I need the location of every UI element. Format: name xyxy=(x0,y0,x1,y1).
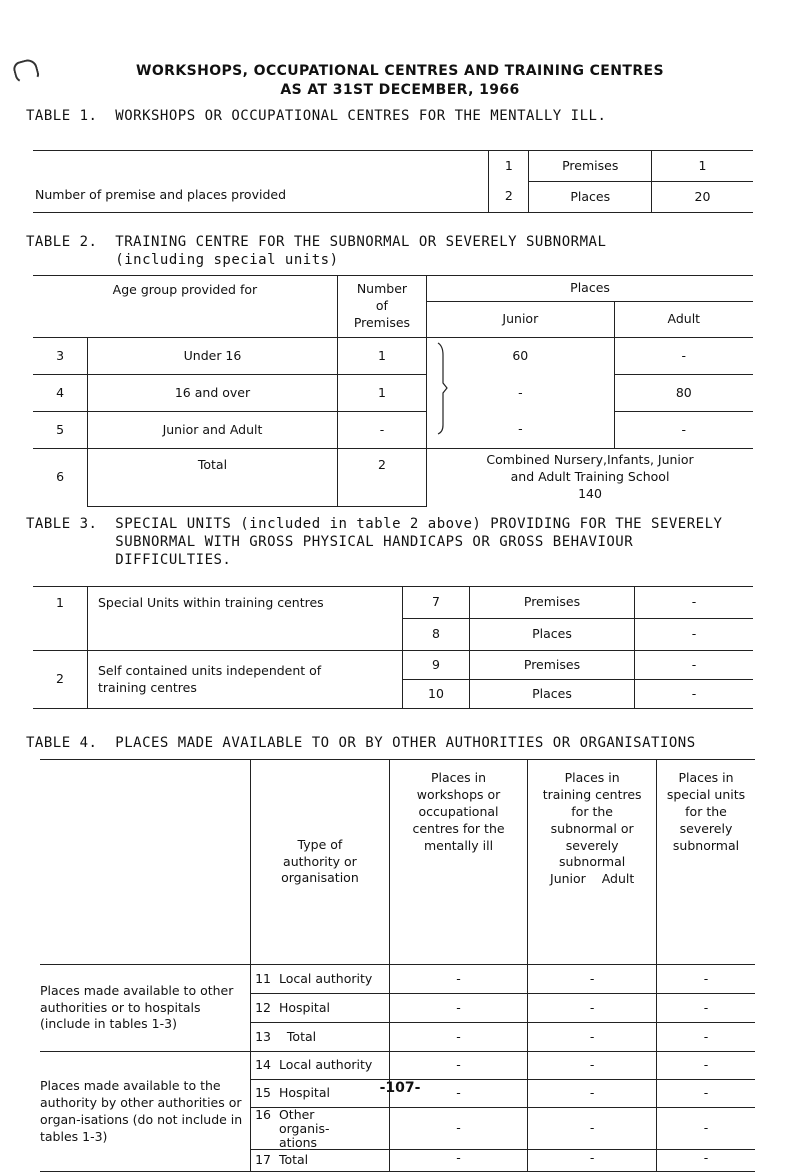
table1-label: Premises xyxy=(529,151,652,182)
table2-header-number-of-premises: Number of Premises xyxy=(337,276,426,338)
table3-group-label: Self contained units independent of training centres xyxy=(88,651,403,709)
table4-row-a: - xyxy=(389,965,528,994)
table3-row-num: 7 xyxy=(403,587,470,619)
table3-row-num: 9 xyxy=(403,651,470,680)
table2-row-adult: - xyxy=(614,412,753,449)
table3-row-num: 8 xyxy=(403,619,470,651)
table4-row-a: - xyxy=(389,994,528,1023)
table2-row-num: 3 xyxy=(33,338,88,375)
table4-header-special: Places in special units for the severely subnormal xyxy=(657,760,756,965)
table2-total-note-line: Combined Nursery,Infants, Junior xyxy=(486,452,694,468)
table4-row-b: - xyxy=(528,1023,657,1052)
table3-row-value: - xyxy=(635,651,754,680)
table4-header-training: Places in training centres for the subnormal or severely subnormal Junior Adult xyxy=(528,760,657,965)
table1-label: Places xyxy=(529,182,652,213)
table1-num: 2 xyxy=(489,182,529,213)
table4-row-b: - xyxy=(528,1150,657,1172)
table4-title: TABLE 4. PLACES MADE AVAILABLE TO OR BY OTHER AUTHORITIES OR ORGANISATIONS xyxy=(26,735,696,751)
table4-row-type: 14 Local authority xyxy=(251,1052,390,1080)
table3-title-line3: DIFFICULTIES. xyxy=(26,552,232,568)
table2-header-age-group: Age group provided for xyxy=(33,276,337,338)
table2-row-num: 5 xyxy=(33,412,88,449)
table4-row-type: 13 Total xyxy=(251,1023,390,1052)
table3-group-label: Special Units within training centres xyxy=(88,587,403,651)
table3-row-label: Places xyxy=(470,680,635,709)
table3 xyxy=(33,586,753,709)
table1-value: 1 xyxy=(652,151,754,182)
table2-row-premises: - xyxy=(337,412,426,449)
table4-row-c: - xyxy=(657,965,756,994)
table2-header-places: Places xyxy=(427,276,753,302)
table4 xyxy=(40,759,755,1172)
table2-title-line1: TABLE 2. TRAINING CENTRE FOR THE SUBNORMAL OR SEVERELY SUBNORMAL xyxy=(26,234,607,250)
table4-group1-label: Places made available to other authorities or to hospitals (include in tables 1-3) xyxy=(40,965,251,1052)
table3-title-line1: TABLE 3. SPECIAL UNITS (included in table 2 above) PROVIDING FOR THE SEVERELY xyxy=(26,516,723,532)
table3-row-value: - xyxy=(635,619,754,651)
table4-row-type: 17 Total xyxy=(251,1150,390,1172)
page-heading-line1: WORKSHOPS, OCCUPATIONAL CENTRES AND TRAINING CENTRES xyxy=(136,63,664,79)
table2-brace-path xyxy=(438,343,447,434)
table2-row-age: 16 and over xyxy=(88,375,338,412)
table4-row-c: - xyxy=(657,1052,756,1080)
table4-row-b: - xyxy=(528,965,657,994)
table4-row-a: - xyxy=(389,1080,528,1108)
table2-row-age: Junior and Adult xyxy=(88,412,338,449)
table3-row-label: Premises xyxy=(470,587,635,619)
page-number: -107- xyxy=(379,1080,421,1096)
table4-row-type: 12 Hospital xyxy=(251,994,390,1023)
table4-row-a: - xyxy=(389,1150,528,1172)
table4-row-c: - xyxy=(657,1023,756,1052)
table2-row-adult: - xyxy=(614,338,753,375)
table4-row-b: - xyxy=(528,1052,657,1080)
table1-title: TABLE 1. WORKSHOPS OR OCCUPATIONAL CENTRES FOR THE MENTALLY ILL. xyxy=(26,108,607,124)
table3-row-value: - xyxy=(635,587,754,619)
table1-value: 20 xyxy=(652,182,754,213)
table2-row-num: 4 xyxy=(33,375,88,412)
table2-row-premises: 1 xyxy=(337,338,426,375)
table2-total-label: Total xyxy=(88,449,338,507)
table4-row-c: - xyxy=(657,1080,756,1108)
table4-row-c: - xyxy=(657,994,756,1023)
table4-row-type: 11 Local authority xyxy=(251,965,390,994)
table2-total-num: 6 xyxy=(33,449,88,507)
table4-row-c: - xyxy=(657,1150,756,1172)
table3-bottom-rule xyxy=(33,708,753,709)
table4-header-type: Type of authority or organisation xyxy=(251,760,390,965)
table4-row-c: - xyxy=(657,1108,756,1150)
table2-row-junior: 60 xyxy=(427,338,615,375)
table2-total-premises: 2 xyxy=(337,449,426,507)
table2-header-adult: Adult xyxy=(614,302,753,338)
table3-row-num: 10 xyxy=(403,680,470,709)
table2-row-adult: 80 xyxy=(614,375,753,412)
table4-header-workshops: Places in workshops or occupational centres for the mentally ill xyxy=(389,760,528,965)
table4-header-training-sub: Junior Adult xyxy=(550,871,635,887)
table2-header-junior: Junior xyxy=(427,302,615,338)
table3-group-num: 2 xyxy=(33,651,88,709)
page-heading-line2: AS AT 31ST DECEMBER, 1966 xyxy=(280,82,520,98)
table2-total-note-line: and Adult Training School xyxy=(510,469,670,485)
table4-row-a: - xyxy=(389,1052,528,1080)
table4-row-type: 15 Hospital xyxy=(251,1080,390,1108)
table1-num: 1 xyxy=(489,151,529,182)
table2-row-premises: 1 xyxy=(337,375,426,412)
table2-row-junior: - xyxy=(427,412,615,449)
table3-row-label: Premises xyxy=(470,651,635,680)
table4-group2-label: Places made available to the authority by other authorities or organ-isations (do not include in tables 1-3) xyxy=(40,1052,251,1172)
table3-row-label: Places xyxy=(470,619,635,651)
table2-total-note-value: 140 xyxy=(578,486,602,502)
table3-group-num: 1 xyxy=(33,587,88,651)
table4-header-blank xyxy=(40,760,251,965)
table2-title-line2: (including special units) xyxy=(26,252,339,268)
table4-row-b: - xyxy=(528,994,657,1023)
table4-row-type: 16 Other organis- ations xyxy=(251,1108,390,1150)
table4-row-b: - xyxy=(528,1108,657,1150)
table3-row-value: - xyxy=(635,680,754,709)
table4-row-b: - xyxy=(528,1080,657,1108)
table4-row-a: - xyxy=(389,1108,528,1150)
table4-row-a: - xyxy=(389,1023,528,1052)
table2-row-age: Under 16 xyxy=(88,338,338,375)
table3-title-line2: SUBNORMAL WITH GROSS PHYSICAL HANDICAPS OR GROSS BEHAVIOUR xyxy=(26,534,634,550)
table2-row-junior: - xyxy=(427,375,615,412)
table1-row-label: Number of premise and places provided xyxy=(33,151,489,213)
